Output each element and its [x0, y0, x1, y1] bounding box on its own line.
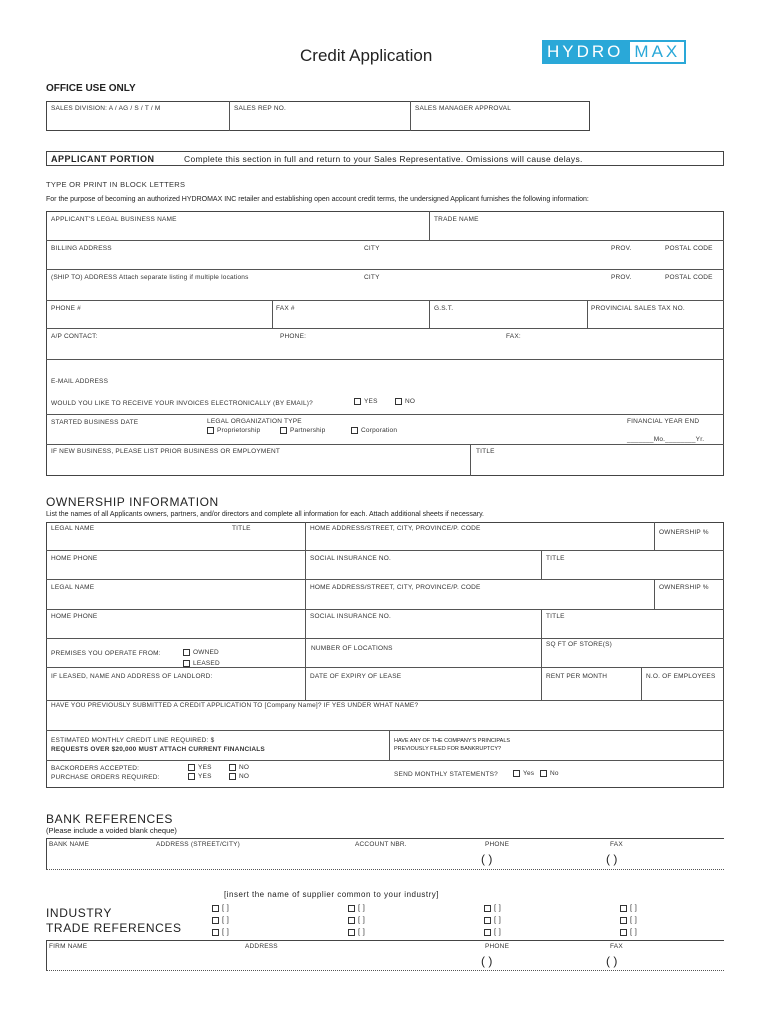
sales-approval-field[interactable]: SALES MANAGER APPROVAL	[415, 105, 512, 112]
phone-field[interactable]: PHONE #	[51, 305, 81, 312]
trade-option[interactable]: [ ]	[212, 902, 229, 914]
ownership-instruction: List the names of all Applicants owners, partners, and/or directors and complete all information for each. Attach additional sheets if necessary.	[46, 511, 484, 518]
previous-application-field[interactable]: HAVE YOU PREVIOUSLY SUBMITTED A CREDIT APPLICATION TO [Company Name]? IF YES UNDER WHAT NAME?	[51, 702, 419, 709]
ship-address-field[interactable]: (SHIP TO) ADDRESS Attach separate listing if multiple locations	[51, 274, 249, 281]
proprietorship-option[interactable]	[207, 427, 260, 434]
ap-fax-field[interactable]: FAX:	[506, 333, 521, 340]
checkbox-icon[interactable]	[348, 917, 355, 924]
checkbox-icon[interactable]	[484, 929, 491, 936]
pst-field[interactable]: PROVINCIAL SALES TAX NO.	[591, 305, 685, 312]
sqft-field[interactable]: SQ FT OF STORE(S)	[546, 641, 612, 648]
firm-phone-label: PHONE	[485, 943, 510, 950]
checkbox-icon[interactable]	[395, 398, 402, 405]
employees-field[interactable]: N.O. OF EMPLOYEES	[646, 673, 716, 680]
corporation-label: Corporation	[361, 427, 398, 435]
bankruptcy-question-1: HAVE ANY OF THE COMPANY'S PRINCIPALS	[394, 738, 511, 744]
leased-label: LEASED	[193, 660, 220, 668]
statements-no[interactable]	[540, 770, 559, 777]
partnership-option[interactable]	[280, 427, 325, 434]
owner1-title2-field[interactable]: TITLE	[546, 555, 565, 562]
checkbox-icon[interactable]	[212, 905, 219, 912]
checkbox-icon[interactable]	[354, 398, 361, 405]
backorders-yes-label: YES	[198, 764, 212, 772]
bank-note: (Please include a voided blank cheque)	[46, 826, 177, 835]
firm-phone-field[interactable]: ( )	[481, 954, 493, 968]
trade-options-col2	[348, 902, 365, 938]
bank-name-field[interactable]: BANK NAME	[49, 841, 90, 848]
bank-fax-field[interactable]: ( )	[606, 852, 618, 866]
started-business-field[interactable]: STARTED BUSINESS DATE	[51, 419, 139, 426]
sales-division-field[interactable]: SALES DIVISION: A / AG / S / T / M	[51, 105, 161, 112]
firm-address-field[interactable]: ADDRESS	[245, 943, 278, 950]
invoices-no-option[interactable]	[395, 398, 415, 405]
firm-fax-field[interactable]: ( )	[606, 954, 618, 968]
trade-option[interactable]: [ ]	[620, 926, 637, 938]
page-title: Credit Application	[300, 46, 433, 65]
checkbox-icon[interactable]	[229, 773, 236, 780]
applicant-instruction: Complete this section in full and return to your Sales Representative. Omissions will cause delays.	[184, 154, 583, 164]
fax-field[interactable]: FAX #	[276, 305, 295, 312]
legal-business-name-field[interactable]: APPLICANT'S LEGAL BUSINESS NAME	[51, 216, 177, 223]
checkbox-icon[interactable]	[620, 917, 627, 924]
trade-option[interactable]: [ ]	[620, 902, 637, 914]
po-no[interactable]	[229, 773, 249, 780]
checkbox-icon[interactable]	[229, 764, 236, 771]
owned-label: OWNED	[193, 649, 219, 657]
bank-phone-field[interactable]: ( )	[481, 852, 493, 866]
trade-heading-2: TRADE REFERENCES	[46, 921, 182, 935]
ship-prov-field[interactable]: PROV.	[611, 274, 632, 281]
owner1-home-address-field[interactable]: HOME ADDRESS/STREET, CITY, PROVINCE/P. CODE	[310, 525, 481, 532]
statements-yes[interactable]	[513, 770, 534, 777]
checkbox-icon[interactable]	[484, 905, 491, 912]
trade-option[interactable]: [ ]	[212, 926, 229, 938]
financials-note: REQUESTS OVER $20,000 MUST ATTACH CURRENT FINANCIALS	[51, 746, 265, 753]
billing-prov-field[interactable]: PROV.	[611, 245, 632, 252]
premises-label: PREMISES YOU OPERATE FROM:	[51, 650, 161, 657]
trade-option[interactable]: [ ]	[212, 914, 229, 926]
trade-option[interactable]: [ ]	[484, 926, 501, 938]
prior-title-field[interactable]: TITLE	[476, 448, 495, 455]
owner1-title-field[interactable]: TITLE	[232, 525, 251, 532]
statements-no-label: No	[550, 770, 559, 778]
trade-options-col1	[212, 902, 229, 938]
checkbox-icon[interactable]	[513, 770, 520, 777]
checkbox-icon[interactable]	[183, 660, 190, 667]
owner2-ownership-field[interactable]: OWNERSHIP %	[659, 584, 709, 591]
owner2-home-phone-field[interactable]: HOME PHONE	[51, 613, 98, 620]
owner2-home-address-field[interactable]: HOME ADDRESS/STREET, CITY, PROVINCE/P. CODE	[310, 584, 481, 591]
credit-line-field[interactable]: ESTIMATED MONTHLY CREDIT LINE REQUIRED: $	[51, 737, 215, 744]
checkbox-icon[interactable]	[212, 929, 219, 936]
checkbox-icon[interactable]	[348, 905, 355, 912]
sales-rep-field[interactable]: SALES REP NO.	[234, 105, 286, 112]
fiscal-year-field[interactable]: _______Mo.________Yr.	[627, 436, 705, 443]
checkbox-icon[interactable]	[620, 929, 627, 936]
partnership-label: Partnership	[290, 427, 326, 435]
gst-field[interactable]: G.S.T.	[434, 305, 454, 312]
trade-option[interactable]: [ ]	[484, 902, 501, 914]
checkbox-icon[interactable]	[484, 917, 491, 924]
owner2-legal-name-field[interactable]: LEGAL NAME	[51, 584, 95, 591]
invoices-no-label: NO	[405, 398, 416, 406]
invoices-question: WOULD YOU LIKE TO RECEIVE YOUR INVOICES ELECTRONICALLY (BY EMAIL)?	[51, 400, 313, 407]
logo-right: MAX	[628, 40, 686, 64]
ap-phone-field[interactable]: PHONE:	[280, 333, 307, 340]
leased-option[interactable]	[183, 660, 220, 667]
billing-postal-field[interactable]: POSTAL CODE	[665, 245, 713, 252]
owner1-home-phone-field[interactable]: HOME PHONE	[51, 555, 98, 562]
invoices-yes-label: YES	[364, 398, 378, 406]
hydromax-logo	[542, 40, 686, 64]
owner1-legal-name-field[interactable]: LEGAL NAME	[51, 525, 95, 532]
ship-city-field[interactable]: CITY	[364, 274, 380, 281]
po-no-label: NO	[239, 773, 250, 781]
checkbox-icon[interactable]	[188, 764, 195, 771]
checkbox-icon[interactable]	[351, 427, 358, 434]
prior-business-field[interactable]: IF NEW BUSINESS, PLEASE LIST PRIOR BUSINESS OR EMPLOYMENT	[51, 448, 281, 455]
backorders-no-label: NO	[239, 764, 250, 772]
ownership-heading: OWNERSHIP INFORMATION	[46, 495, 219, 509]
owned-option[interactable]	[183, 649, 219, 656]
trade-option[interactable]: [ ]	[348, 914, 365, 926]
billing-address-field[interactable]: BILLING ADDRESS	[51, 245, 112, 252]
invoices-yes-option[interactable]	[354, 398, 378, 405]
trade-option[interactable]: [ ]	[620, 914, 637, 926]
checkbox-icon[interactable]	[280, 427, 287, 434]
purpose-text: For the purpose of becoming an authorized HYDROMAX INC retailer and establishing open account credit terms, the undersigned Applicant furnishes the following information:	[46, 196, 589, 203]
backorders-yes[interactable]	[188, 764, 212, 771]
proprietorship-label: Proprietorship	[217, 427, 261, 435]
trade-option[interactable]: [ ]	[348, 902, 365, 914]
bank-phone-label: PHONE	[485, 841, 510, 848]
po-yes[interactable]	[188, 773, 212, 780]
checkbox-icon[interactable]	[188, 773, 195, 780]
trade-insert-note: [insert the name of supplier common to your industry]	[224, 890, 440, 899]
trade-option[interactable]: [ ]	[348, 926, 365, 938]
trade-heading-1: INDUSTRY	[46, 906, 112, 920]
trade-option[interactable]: [ ]	[484, 914, 501, 926]
fiscal-year-label: FINANCIAL YEAR END	[627, 418, 700, 425]
checkbox-icon[interactable]	[183, 649, 190, 656]
trade-name-field[interactable]: TRADE NAME	[434, 216, 479, 223]
firm-name-field[interactable]: FIRM NAME	[49, 943, 88, 950]
statements-yes-label: Yes	[523, 770, 535, 778]
owner1-ownership-field[interactable]: OWNERSHIP %	[659, 529, 709, 536]
office-use-heading: OFFICE USE ONLY	[46, 83, 136, 94]
bankruptcy-question-2: PREVIOUSLY FILED FOR BANKRUPTCY?	[394, 746, 502, 752]
logo-left: HYDRO	[542, 40, 628, 64]
lease-expiry-field[interactable]: DATE OF EXPIRY OF LEASE	[310, 673, 402, 680]
locations-field[interactable]: NUMBER OF LOCATIONS	[311, 645, 393, 652]
checkbox-icon[interactable]	[540, 770, 547, 777]
statements-label: SEND MONTHLY STATEMENTS?	[394, 771, 498, 778]
email-field[interactable]: E-MAIL ADDRESS	[51, 378, 109, 385]
owner1-sin-field[interactable]: SOCIAL INSURANCE NO.	[310, 555, 392, 562]
firm-fax-label: FAX	[610, 943, 623, 950]
checkbox-icon[interactable]	[207, 427, 214, 434]
backorders-label: BACKORDERS ACCEPTED:	[51, 765, 140, 772]
owner2-sin-field[interactable]: SOCIAL INSURANCE NO.	[310, 613, 392, 620]
bank-heading: BANK REFERENCES	[46, 812, 174, 826]
trade-options-col3	[484, 902, 501, 938]
trade-options-col4	[620, 902, 637, 938]
corporation-option[interactable]	[351, 427, 397, 434]
purchase-orders-label: PURCHASE ORDERS REQUIRED:	[51, 774, 160, 781]
rent-field[interactable]: RENT PER MONTH	[546, 673, 608, 680]
bank-fax-label: FAX	[610, 841, 623, 848]
po-yes-label: YES	[198, 773, 212, 781]
checkbox-icon[interactable]	[620, 905, 627, 912]
bank-address-field[interactable]: ADDRESS (STREET/CITY)	[156, 841, 241, 848]
legal-org-label: LEGAL ORGANIZATION TYPE	[207, 418, 302, 425]
backorders-no[interactable]	[229, 764, 249, 771]
billing-city-field[interactable]: CITY	[364, 245, 380, 252]
landlord-field[interactable]: IF LEASED, NAME AND ADDRESS OF LANDLORD:	[51, 673, 213, 680]
block-letters-note: TYPE OR PRINT IN BLOCK LETTERS	[46, 180, 186, 189]
applicant-portion-label: APPLICANT PORTION	[51, 154, 155, 164]
ap-contact-field[interactable]: A/P CONTACT:	[51, 333, 98, 340]
owner2-title-field[interactable]: TITLE	[546, 613, 565, 620]
checkbox-icon[interactable]	[348, 929, 355, 936]
bank-account-field[interactable]: ACCOUNT NBR.	[355, 841, 407, 848]
checkbox-icon[interactable]	[212, 917, 219, 924]
ship-postal-field[interactable]: POSTAL CODE	[665, 274, 713, 281]
